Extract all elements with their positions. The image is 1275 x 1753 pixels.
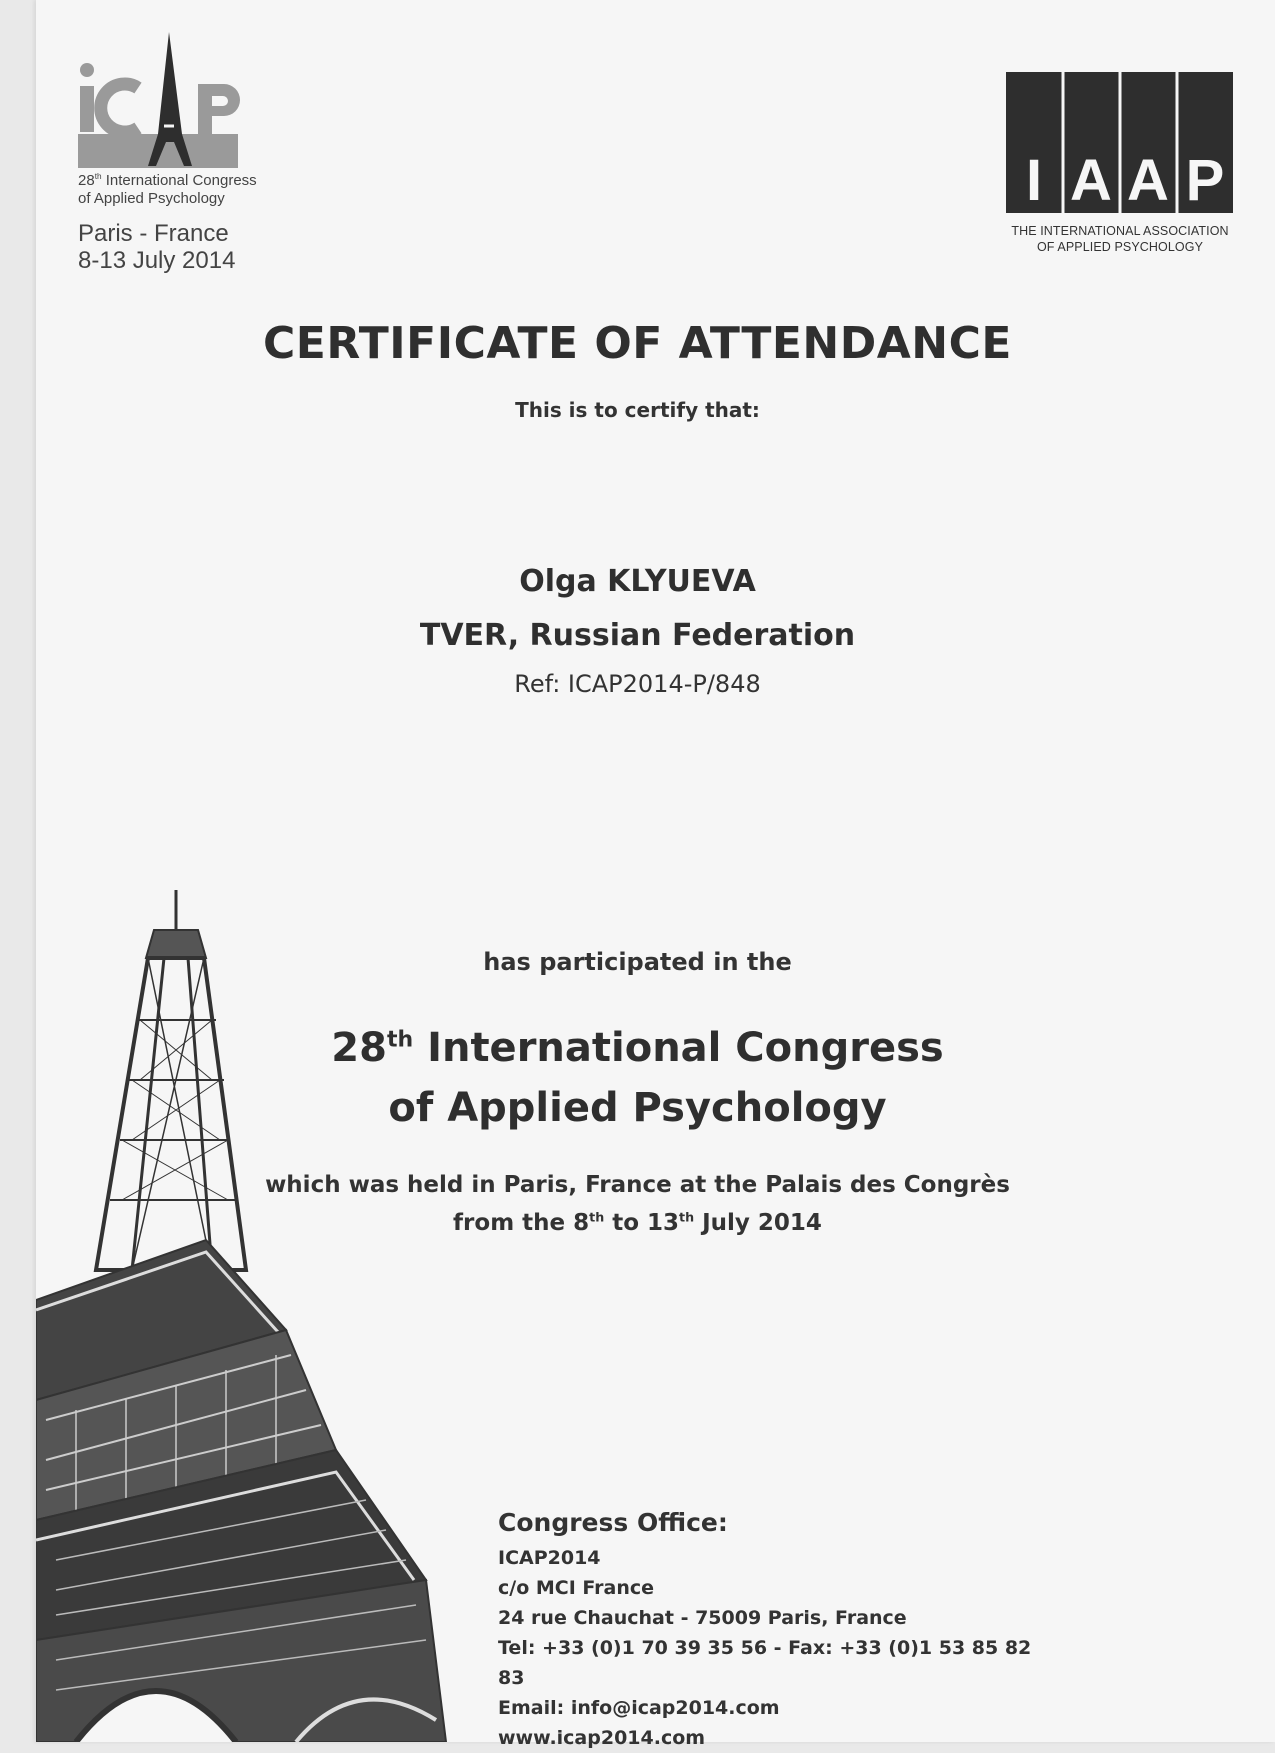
congress-name-line2: of Applied Psychology xyxy=(388,1085,887,1131)
icap-location xyxy=(78,220,235,274)
attendee-name: Olga KLYUEVA xyxy=(519,564,756,599)
congress-name-line1: 28th International Congress xyxy=(331,1025,944,1071)
participated-text: has participated in the xyxy=(483,948,792,976)
icap-city: Paris - France xyxy=(78,220,229,247)
venue-text: which was held in Paris, France at the Palais des Congrès xyxy=(265,1172,1010,1198)
office-line-phone-fax: Tel: +33 (0)1 70 39 35 56 - Fax: +33 (0)1 53 85 82 83 xyxy=(498,1637,1032,1689)
iaap-caption: THE INTERNATIONAL ASSOCIATION OF APPLIED PSYCHOLOGY xyxy=(1011,224,1229,254)
office-line-name: ICAP2014 xyxy=(498,1547,601,1569)
icap-dates: 8-13 July 2014 xyxy=(78,247,236,274)
iaap-letter-1: I xyxy=(1025,148,1043,213)
reference-number: Ref: ICAP2014-P/848 xyxy=(514,670,761,698)
attendee-location: TVER, Russian Federation xyxy=(419,618,856,653)
office-line-care-of: c/o MCI France xyxy=(498,1577,655,1599)
iaap-letter-2: A xyxy=(1070,148,1112,213)
office-line-address: 24 rue Chauchat - 75009 Paris, France xyxy=(498,1607,907,1629)
congress-office-heading: Congress Office: xyxy=(498,1508,728,1537)
icap-subtitle: 28th International Congress of Applied Psychology xyxy=(78,172,257,207)
icap-logo xyxy=(78,30,248,180)
iaap-logo xyxy=(1006,72,1233,213)
office-line-website: www.icap2014.com xyxy=(498,1727,706,1749)
office-line-email: Email: info@icap2014.com xyxy=(498,1697,780,1719)
certificate-title: CERTIFICATE OF ATTENDANCE xyxy=(263,318,1012,369)
eiffel-tower-illustration xyxy=(36,880,496,1742)
iaap-letter-4: P xyxy=(1185,148,1225,213)
congress-office xyxy=(498,1508,1058,1753)
certify-intro: This is to certify that: xyxy=(515,398,760,422)
dates-text: from the 8th to 13th July 2014 xyxy=(453,1209,822,1236)
iaap-letter-3: A xyxy=(1127,148,1169,213)
